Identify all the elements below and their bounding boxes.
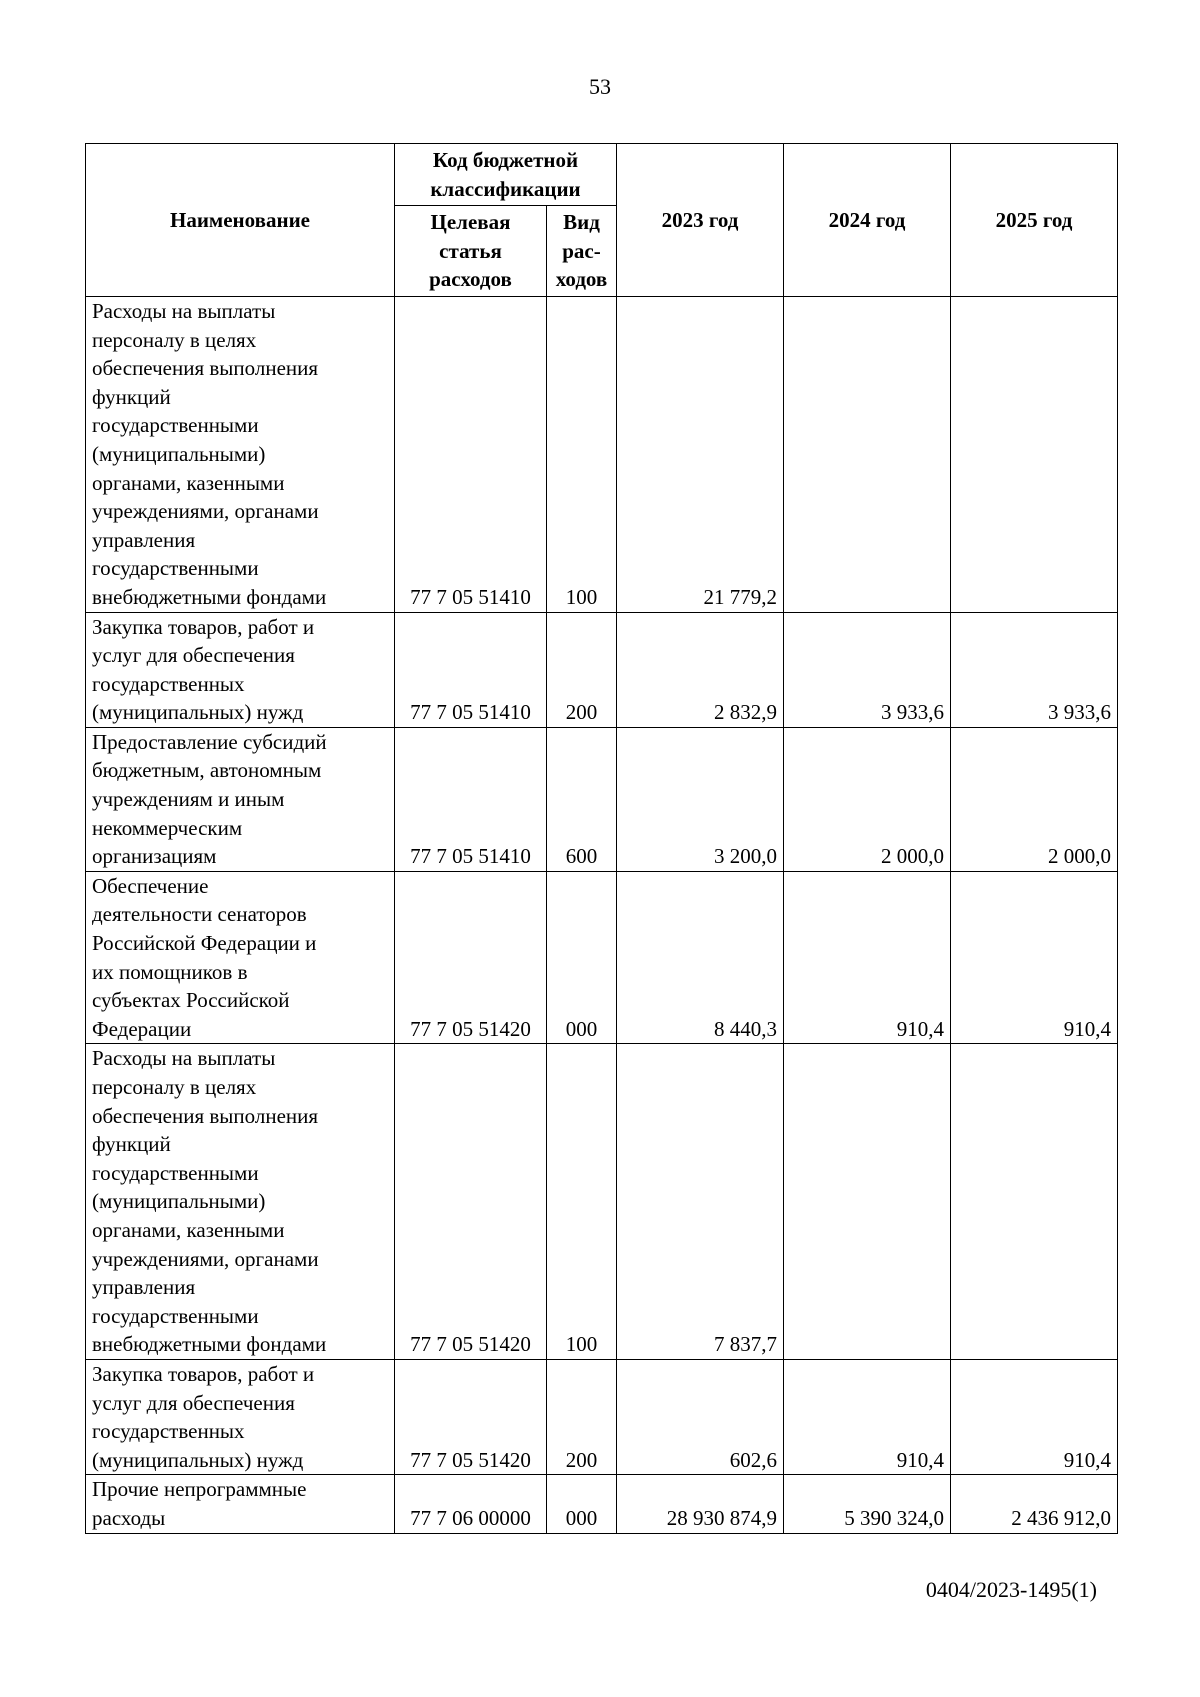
row-expense-kind-cell: 000 [547,871,617,1044]
row-target-code-cell: 77 7 05 51410 [395,296,547,612]
row-2025-amount-cell [951,1044,1118,1360]
header-2024: 2024 год [784,144,951,297]
row-expense-kind-cell: 200 [547,612,617,727]
header-target: Целевая статья расходов [395,206,547,297]
row-2025-amount-cell: 2 000,0 [951,727,1118,871]
row-2025-amount-cell: 3 933,6 [951,612,1118,727]
row-2024-amount-cell: 5 390 324,0 [784,1475,951,1533]
table-row [86,612,1118,727]
row-name-cell: Закупка товаров, работ и услуг для обеспечения государственных (муниципальных) нужд [86,1359,395,1474]
row-name-cell: Обеспечение деятельности сенаторов Российской Федерации и их помощников в субъектах Российской Федерации [86,871,395,1044]
header-2023: 2023 год [617,144,784,297]
row-name-cell: Расходы на выплаты персоналу в целях обеспечения выполнения функций государственными (муниципальными) органами, казенными учреждениями, органами управления государственными внебюджетными фондами [86,1044,395,1360]
table-row [86,1359,1118,1474]
row-2025-amount-cell: 2 436 912,0 [951,1475,1118,1533]
row-2023-amount-cell: 21 779,2 [617,296,784,612]
row-expense-kind-cell: 600 [547,727,617,871]
row-2023-amount-cell: 28 930 874,9 [617,1475,784,1533]
row-expense-kind-cell: 100 [547,1044,617,1360]
row-expense-kind-cell: 200 [547,1359,617,1474]
row-2024-amount-cell: 910,4 [784,1359,951,1474]
table-row [86,871,1118,1044]
row-2023-amount-cell: 2 832,9 [617,612,784,727]
header-code-group: Код бюджетной классификации [395,144,617,206]
header-2025: 2025 год [951,144,1118,297]
row-2025-amount-cell: 910,4 [951,1359,1118,1474]
row-2023-amount-cell: 602,6 [617,1359,784,1474]
row-2023-amount-cell: 8 440,3 [617,871,784,1044]
row-name-cell: Расходы на выплаты персоналу в целях обеспечения выполнения функций государственными (муниципальными) органами, казенными учреждениями, органами управления государственными внебюджетными фондами [86,296,395,612]
row-2024-amount-cell [784,1044,951,1360]
header-row [86,144,1118,206]
table-row [86,1044,1118,1360]
table-row [86,1475,1118,1533]
row-2024-amount-cell: 3 933,6 [784,612,951,727]
row-target-code-cell: 77 7 05 51420 [395,1359,547,1474]
row-2023-amount-cell: 7 837,7 [617,1044,784,1360]
row-target-code-cell: 77 7 06 00000 [395,1475,547,1533]
row-2024-amount-cell: 2 000,0 [784,727,951,871]
page-number: 53 [589,74,611,99]
row-2024-amount-cell: 910,4 [784,871,951,1044]
row-name-cell: Прочие непрограммные расходы [86,1475,395,1533]
header-kind: Вид рас-ходов [547,206,617,297]
row-target-code-cell: 77 7 05 51420 [395,871,547,1044]
document-code: 0404/2023-1495(1) [925,1577,1097,1602]
budget-table [85,143,1118,1534]
header-name: Наименование [86,144,395,297]
table-row [86,727,1118,871]
row-expense-kind-cell: 100 [547,296,617,612]
row-name-cell: Предоставление субсидий бюджетным, автономным учреждениям и иным некоммерческим организациям [86,727,395,871]
row-target-code-cell: 77 7 05 51410 [395,612,547,727]
row-target-code-cell: 77 7 05 51420 [395,1044,547,1360]
row-2025-amount-cell: 910,4 [951,871,1118,1044]
row-expense-kind-cell: 000 [547,1475,617,1533]
row-2023-amount-cell: 3 200,0 [617,727,784,871]
row-2024-amount-cell [784,296,951,612]
row-name-cell: Закупка товаров, работ и услуг для обеспечения государственных (муниципальных) нужд [86,612,395,727]
row-2025-amount-cell [951,296,1118,612]
table-row [86,296,1118,612]
row-target-code-cell: 77 7 05 51410 [395,727,547,871]
